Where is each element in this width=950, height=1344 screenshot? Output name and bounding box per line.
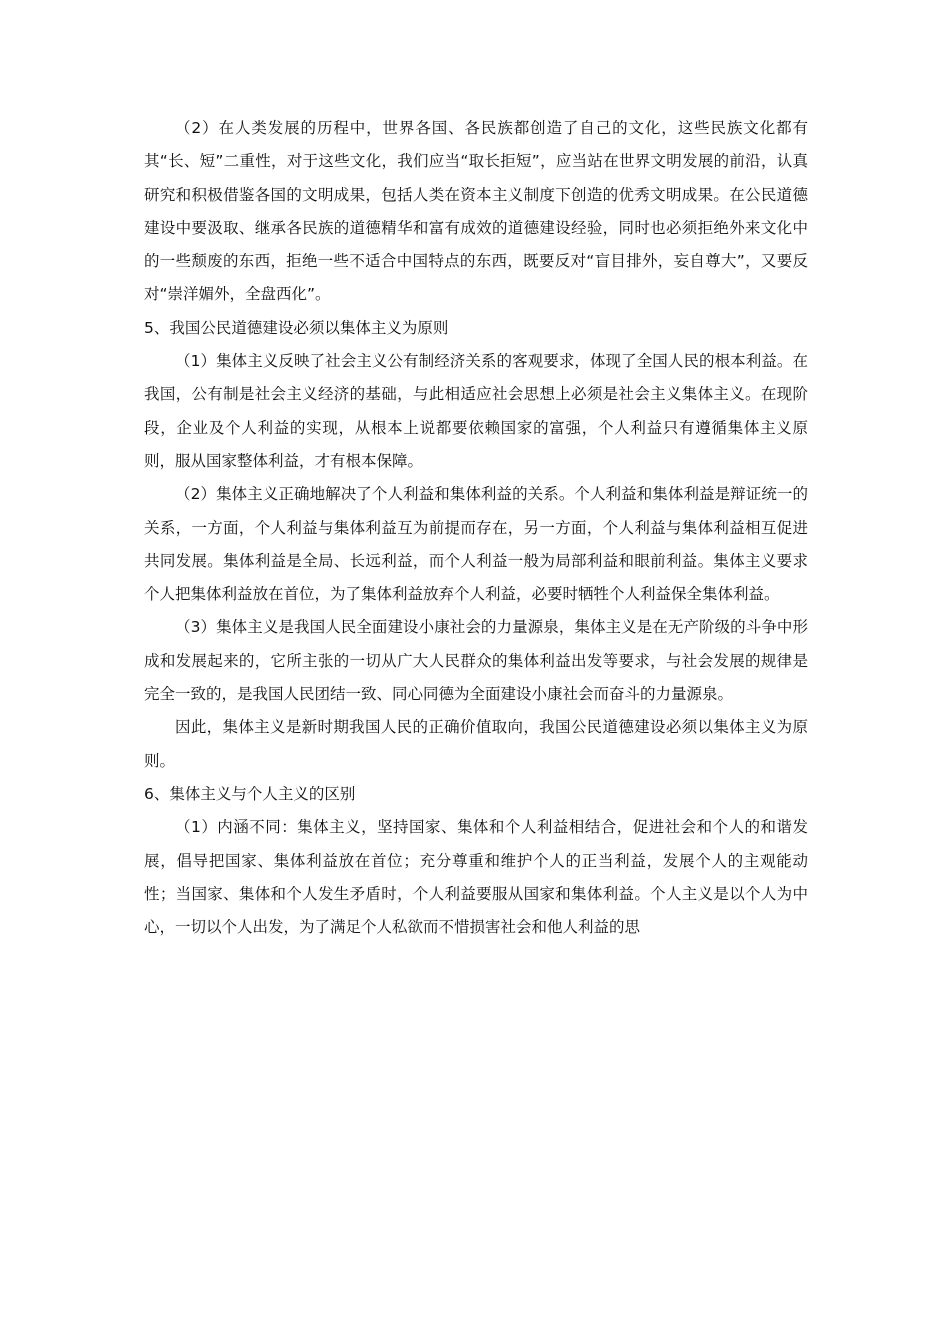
paragraph-collectivism-point-3: （3）集体主义是我国人民全面建设小康社会的力量源泉，集体主义是在无产阶级的斗争中形成和发展起来的，它所主张的一切从广大人民群众的集体利益出发等要求，与社会发展的规律是完全一致的，是我国人民团结一致、同心同德为全面建设小康社会而奋斗的力量源泉。 (144, 618, 808, 704)
section-heading-5: 5、我国公民道德建设必须以集体主义为原则 (144, 318, 449, 337)
document-body (144, 112, 808, 944)
paragraph-conclusion: 因此，集体主义是新时期我国人民的正确价值取向，我国公民道德建设必须以集体主义为原则。 (144, 718, 808, 770)
paragraph-collectivism-point-1: （1）集体主义反映了社会主义公有制经济关系的客观要求，体现了全国人民的根本利益。在我国，公有制是社会主义经济的基础，与此相适应社会思想上必须是社会主义集体主义。在现阶段，企业及个人利益的实现，从根本上说都要依赖国家的富强，个人利益只有遵循集体主义原则，服从国家整体利益，才有根本保障。 (144, 352, 808, 470)
section-heading-6: 6、集体主义与个人主义的区别 (144, 784, 356, 803)
paragraph-collectivism-point-2: （2）集体主义正确地解决了个人利益和集体利益的关系。个人利益和集体利益是辩证统一的关系，一方面，个人利益与集体利益互为前提而存在，另一方面，个人利益与集体利益相互促进共同发展。集体利益是全局、长远利益，而个人利益一般为局部利益和眼前利益。集体主义要求个人把集体利益放在首位，为了集体利益放弃个人利益，必要时牺牲个人利益保全集体利益。 (144, 485, 808, 604)
paragraph-difference-point-1: （1）内涵不同：集体主义，坚持国家、集体和个人利益相结合，促进社会和个人的和谐发展，倡导把国家、集体利益放在首位；充分尊重和维护个人的正当利益，发展个人的主观能动性；当国家、集体和个人发生矛盾时，个人利益要服从国家和集体利益。个人主义是以个人为中心，一切以个人出发，为了满足个人私欲而不惜损害社会和他人利益的思 (144, 818, 808, 937)
paragraph-cultural-exchange: （2）在人类发展的历程中，世界各国、各民族都创造了自己的文化，这些民族文化都有其“长、短”二重性，对于这些文化，我们应当“取长拒短”，应当站在世界文明发展的前沿，认真研究和积极借鉴各国的文明成果，包括人类在资本主义制度下创造的优秀文明成果。在公民道德建设中要汲取、继承各民族的道德精华和富有成效的道德建设经验，同时也必须拒绝外来文化中的一些颓废的东西，拒绝一些不适合中国特点的东西，既要反对“盲目排外，妄自尊大”，又要反对“崇洋媚外，全盘西化”。 (144, 119, 808, 304)
